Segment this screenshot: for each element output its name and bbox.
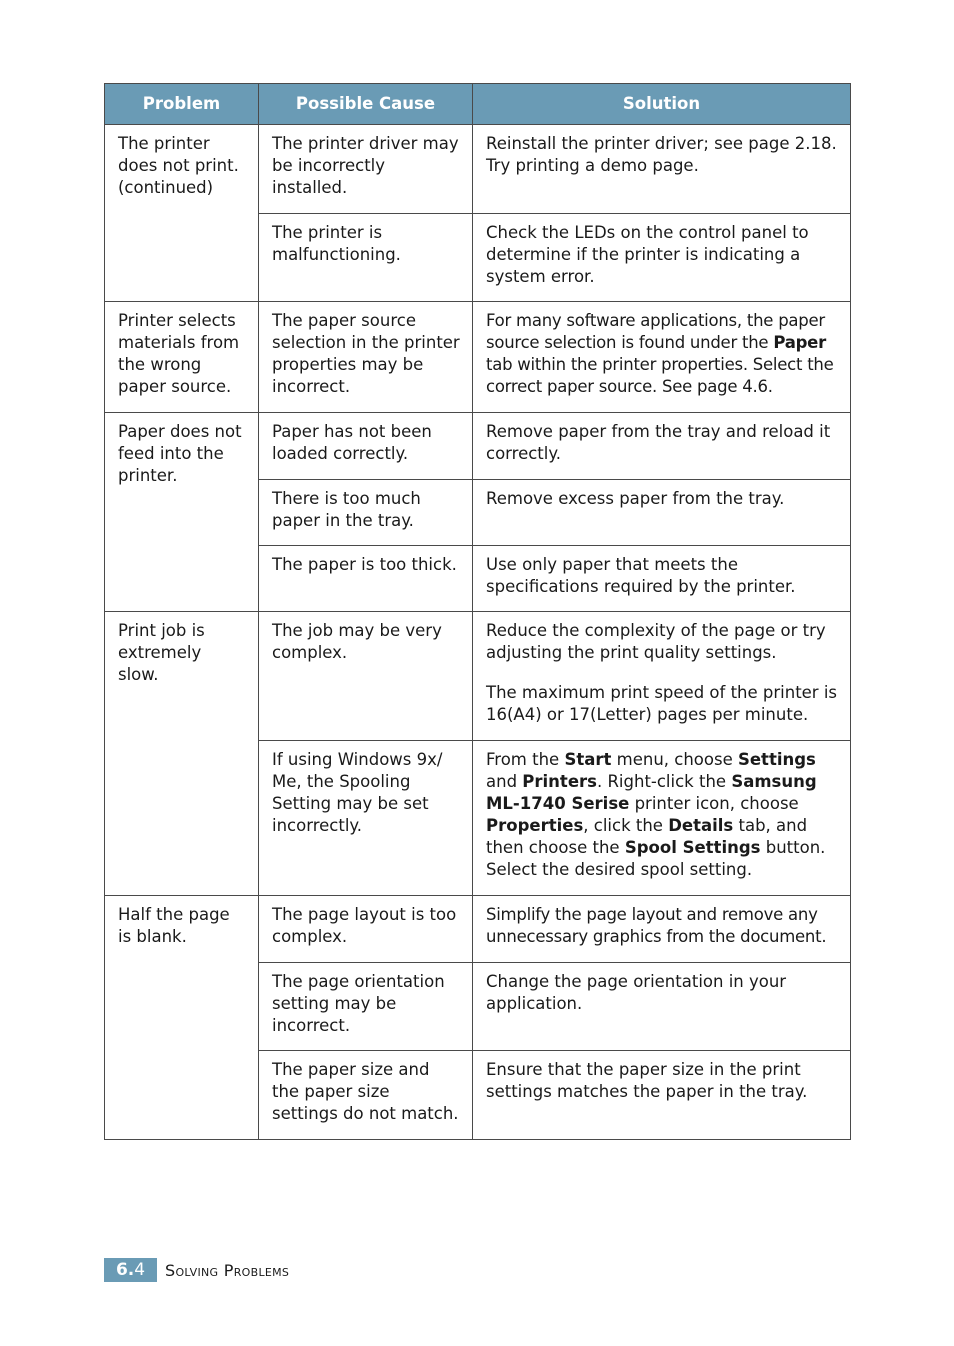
page-number: 4 (134, 1260, 146, 1280)
cause-text: The job may be very complex. (272, 621, 442, 662)
cause-text: Paper has not been loaded correctly. (272, 422, 432, 463)
solution-text: Reinstall the printer driver; see page 2.18. Try printing a demo page. (486, 134, 837, 175)
cause-cell (259, 125, 473, 214)
cause-cell (259, 1051, 473, 1140)
page-footer (104, 1258, 289, 1282)
page-number-badge (104, 1258, 157, 1282)
section-title: Solving Problems (165, 1260, 290, 1280)
problem-text: The printer does not print. (continued) (118, 134, 239, 197)
solution-text: Reduce the complexity of the page or try adjusting the print quality settings. (486, 621, 826, 662)
cause-cell (259, 963, 473, 1051)
problem-cell (105, 896, 259, 1140)
solution-cell (473, 125, 851, 214)
cause-text: The paper source selection in the printer properties may be incorrect. (272, 311, 460, 396)
cause-cell (259, 413, 473, 480)
solution-text: Ensure that the paper size in the print settings matches the paper in the tray. (486, 1060, 808, 1101)
problem-cell (105, 125, 259, 302)
solution-text: The maximum print speed of the printer is 16(A4) or 17(Letter) pages per minute. (486, 683, 838, 724)
solution-text: Change the page orientation in your application. (486, 972, 787, 1013)
problem-cell (105, 302, 259, 413)
solution-cell (473, 413, 851, 480)
cause-cell (259, 612, 473, 741)
table-header-row (105, 84, 851, 125)
cause-cell (259, 896, 473, 963)
solution-cell (473, 612, 851, 741)
solution-text: Use only paper that meets the specifications required by the printer. (486, 555, 796, 596)
cause-cell (259, 741, 473, 896)
solution-cell (473, 896, 851, 963)
header-problem: Problem (105, 84, 259, 125)
table-row (105, 612, 851, 741)
problem-text: Paper does not feed into the printer. (118, 422, 242, 485)
table-row (105, 302, 851, 413)
chapter-number: 6. (115, 1260, 135, 1280)
table-row (105, 896, 851, 963)
problem-text: Half the page is blank. (118, 905, 230, 946)
solution-text: Simplify the page layout and remove any unnecessary graphics from the document. (486, 905, 827, 946)
problem-text: Print job is extremely slow. (118, 621, 205, 684)
solution-cell (473, 480, 851, 546)
problem-text: Printer selects materials from the wrong paper source. (118, 311, 240, 396)
solution-text: Remove paper from the tray and reload it correctly. (486, 422, 831, 463)
cause-text: The page layout is too complex. (272, 905, 457, 946)
solution-cell (473, 1051, 851, 1140)
cause-cell (259, 480, 473, 546)
solution-cell (473, 214, 851, 302)
cause-cell (259, 546, 473, 612)
solution-cell (473, 546, 851, 612)
solution-cell (473, 302, 851, 413)
header-solution: Solution (473, 84, 851, 125)
solution-text: Remove excess paper from the tray. (486, 489, 785, 508)
solution-cell (473, 741, 851, 896)
solution-text: For many software applications, the paper source selection is found under the Paper tab within the printer properties. Select the correct paper source. See page 4.6. (486, 311, 834, 396)
solution-text: Check the LEDs on the control panel to determine if the printer is indicating a system error. (486, 223, 809, 286)
cause-text: The paper size and the paper size settings do not match. (272, 1060, 459, 1123)
cause-text: The printer is malfunctioning. (272, 223, 401, 264)
cause-text: The paper is too thick. (272, 555, 457, 574)
table-row (105, 413, 851, 480)
cause-cell (259, 302, 473, 413)
problem-cell (105, 413, 259, 612)
solution-text: From the Start menu, choose Settings and Printers. Right-click the Samsung ML-1740 Serise printer icon, choose Properties, click the Details tab, and then choose the Spool Settings button. Select the desired spool setting. (486, 750, 826, 879)
cause-text: There is too much paper in the tray. (272, 489, 421, 530)
solution-cell (473, 963, 851, 1051)
troubleshooting-table (104, 83, 851, 1140)
cause-text: The page orientation setting may be incorrect. (272, 972, 445, 1035)
cause-text: The printer driver may be incorrectly installed. (272, 134, 459, 197)
cause-text: If using Windows 9x/ Me, the Spooling Setting may be set incorrectly. (272, 750, 443, 835)
problem-cell (105, 612, 259, 896)
cause-cell (259, 214, 473, 302)
table-row (105, 125, 851, 214)
header-possible-cause: Possible Cause (259, 84, 473, 125)
